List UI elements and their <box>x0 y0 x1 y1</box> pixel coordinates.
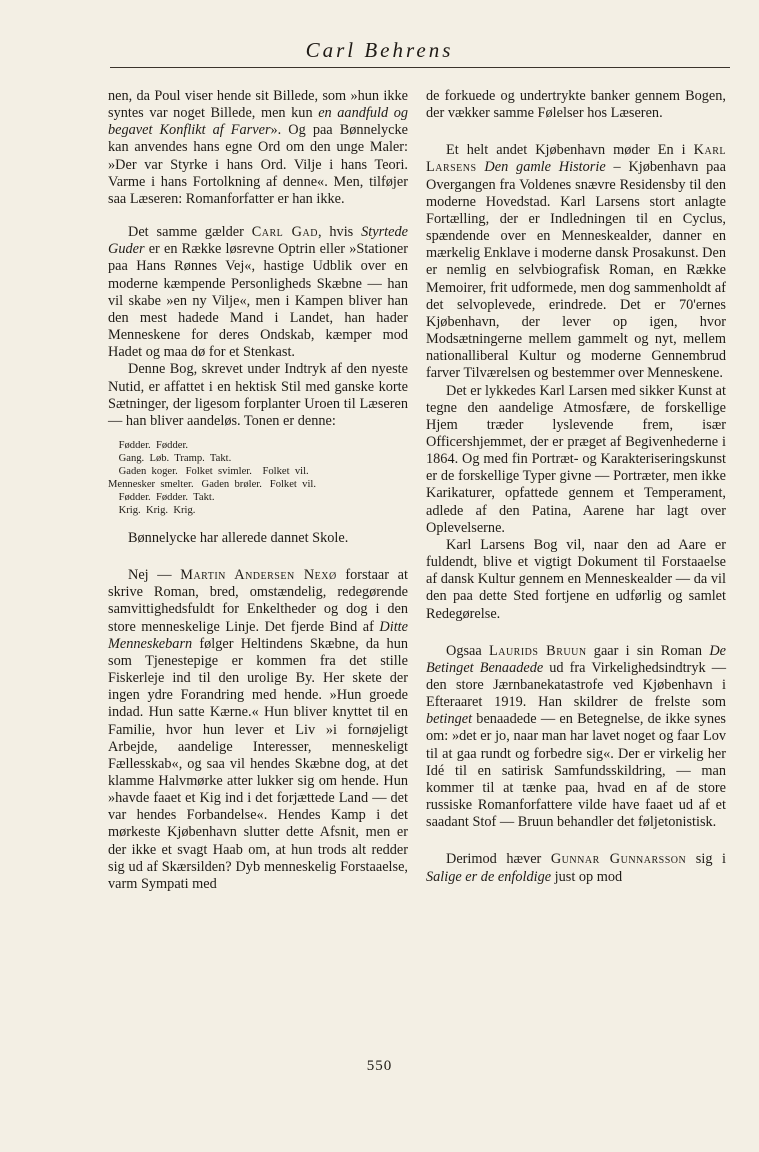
text-run: – Kjøbenhavn paa Overgangen fra Voldenes snævre Residensby til den moderne Hovedstad. Karl Larsens stort anlagte Fortælling, der er Indledningen til en Cyclus, spændende over en Menneskealder, danner en mærkelig Enklave i moderne dansk Prosakunst. Den er nemlig en selvbiografisk Roman, en Række Memoirer, frit udformede, men dog sammenholdt af det selvoplevede, erindrede. Det er 70'ernes Kjøbenhavn, der lever op igen, hvor Modsætningerne mellem gammelt og nyt, mellem nationalliberal Kultur og moderne Gennembrud farver Tilværelsen og bestemmer over Menneskene. <box>426 159 726 382</box>
book-title: De Betinget Benaadede <box>426 642 726 676</box>
page-number: 550 <box>366 1058 393 1074</box>
verse-line: Gang. Løb. Tramp. Takt. <box>108 452 232 464</box>
paragraph: Bønnelycke har allerede dannet Skole. <box>128 529 349 546</box>
left-column <box>108 88 408 893</box>
verse-line: Gaden koger. Folket svimler. Folket vil. <box>108 465 309 477</box>
author-name: Gunnar Gunnarsson <box>550 851 687 868</box>
verse-line: Mennesker smelter. Gaden brøler. Folket vil. <box>108 478 317 490</box>
header-rule <box>110 67 730 68</box>
text-run: nen, da Poul viser hende sit Billede, som »hun ikke syntes var noget Billede, men kun <box>108 88 408 122</box>
text-run: benaadede — en Betegnelse, de ikke synes om: »det er jo, naar man har lavet noget og faar Lov til at gaa rundt og forbedre sig«. Der er virkelig her Idé til en satirisk Samfundsskildring, — man kommer til at tænke paa, hvad en af de store russiske Romanforfattere vilde have faaet ud af et saadant Stof — Bruun behandler det føljetonistisk. <box>426 711 726 831</box>
text-run: Et helt andet Kjøbenhavn møder En i <box>446 142 694 159</box>
book-title: Styrtede Guder <box>108 224 408 258</box>
text-run: er en Række løsrevne Optrin eller »Stationer paa Hans Rønnes Vej«, hastige Udblik over en moderne kæmpende Personligheds Skæbne — han vil skabe »en ny Vilje«, men i Kampen bliver han den mest hadede Mand i Landet, han hader Menneskene for deres Ondskab, kæmper mod Hadet og maa dø for et Stenkast. <box>108 241 408 361</box>
paragraph: de forkuede og undertrykte banker gennem Bogen, der vækker samme Følelser hos Læseren. <box>426 88 726 122</box>
paragraph: Karl Larsens Bog vil, naar den ad Aare er fuldendt, blive et vigtigt Dokument til Forstaaelse af dansk Kultur gennem en Menneskealder — da vil den paa dette Sted fortjene en udførlig og samlet Redegørelse. <box>426 536 726 622</box>
author-name: Laurids Bruun <box>488 642 587 659</box>
author-name: Karl Larsens <box>426 142 726 176</box>
text-run: ». Og paa Bønnelycke kan anvendes hans egne Ord om den unge Maler: »Der var Styrke i hans Ord. Vilje i hans Teori. Varme i hans Fortolkning af denne«. Men, tilføjer saa Læseren: Romanforfatter er han ikke. <box>108 122 408 207</box>
text-run: , hvis <box>317 224 362 241</box>
text-run: Nej — <box>128 567 181 584</box>
paragraph <box>426 643 726 832</box>
paragraph <box>108 88 408 208</box>
paragraph: Det er lykkedes Karl Larsen med sikker Kunst at tegne den aandelige Atmosfære, de forskellige Hjem træder lyslevende frem, især Officershjemmet, der er præget af Begivenhederne i 1864. Og med fin Portræt- og Karakteriseringskunst er de forskellige Typer givne — Portræter, men ikke Karikaturer, opfattede gennem et Temperament, adlede af den Patina, Aarene har lagt over Oplevelserne. <box>426 382 726 536</box>
text-run: sig i <box>686 851 726 868</box>
text-run: Ogsaa <box>446 642 489 659</box>
right-column <box>426 88 726 886</box>
verse-line: Krig. Krig. Krig. <box>108 504 196 516</box>
book-title: Ditte Menneskebarn <box>108 618 408 652</box>
text-run: forstaar at skrive Roman, bred, omstændelig, redegørende samvittighedsfuldt for Enkeltheder og dog i den store menneskelige Linje. Det fjerde Bind af <box>108 567 408 635</box>
paragraph: Denne Bog, skrevet under Indtryk af den nyeste Nutid, er affattet i en hektisk Stil med ganske korte Sætninger, der ligesom forplanter Uroen til Læseren — han bliver aandeløs. Tonen er denne: <box>108 361 408 429</box>
italic-word: betinget <box>426 711 473 728</box>
book-title: Den gamle Historie <box>484 159 606 176</box>
text-run: ud fra Virkelighedsindtryk — den store Jærnbanekatastrofe ved Kjøbenhavn i Efteraaret 1919. Han skildrer de frelste som <box>426 659 726 711</box>
author-name: Carl Gad <box>251 224 318 241</box>
verse-quote <box>108 439 408 517</box>
italic-quote: en aandfuld og begavet Konflikt af Farver <box>108 105 408 139</box>
text-run: Derimod hæver <box>446 851 551 868</box>
verse-line: Fødder. Fødder. Takt. <box>108 491 215 503</box>
author-name: Martin Andersen Nexø <box>180 567 337 584</box>
running-header: Carl Behrens <box>305 38 454 62</box>
book-title: Salige er de enfoldige <box>426 868 552 885</box>
paragraph <box>426 851 726 885</box>
text-run: Det samme gælder <box>128 224 252 241</box>
paragraph <box>108 567 408 893</box>
verse-line: Fødder. Fødder. <box>108 439 189 451</box>
paragraph <box>426 142 726 382</box>
text-run: følger Heltindens Skæbne, da hun som Tjenestepige er kommen fra det stille Fiskerleje ind til den urolige By. Her skete der ingen ydre Forandring med hende. »Hun groede indad. Hun satte Kærne.« Hun bliver knyttet til en Familie, hvor hun lever et Liv »i fornøjeligt Arbejde, aandelige Interesser, menneskeligt Fællesskab«, og saa vil hendes Skæbne dog, at det klamme Halvmørke atter lukker sig om hende. Hun »havde faaet et Kig ind i det forjættede Land — det var hendes Forbandelse«. Hendes Kamp i det mørkeste Kjøbenhavn slutter dette Afsnit, men er der ikke et svagt Haab om, at hun trods alt redder sig ud af Skærsilden? Dyb menneskelig Forstaaelse, varm Sympati med <box>108 635 408 892</box>
text-run: just op mod <box>551 868 623 885</box>
text-run: gaar i sin Roman <box>586 642 710 659</box>
paragraph <box>108 224 408 361</box>
